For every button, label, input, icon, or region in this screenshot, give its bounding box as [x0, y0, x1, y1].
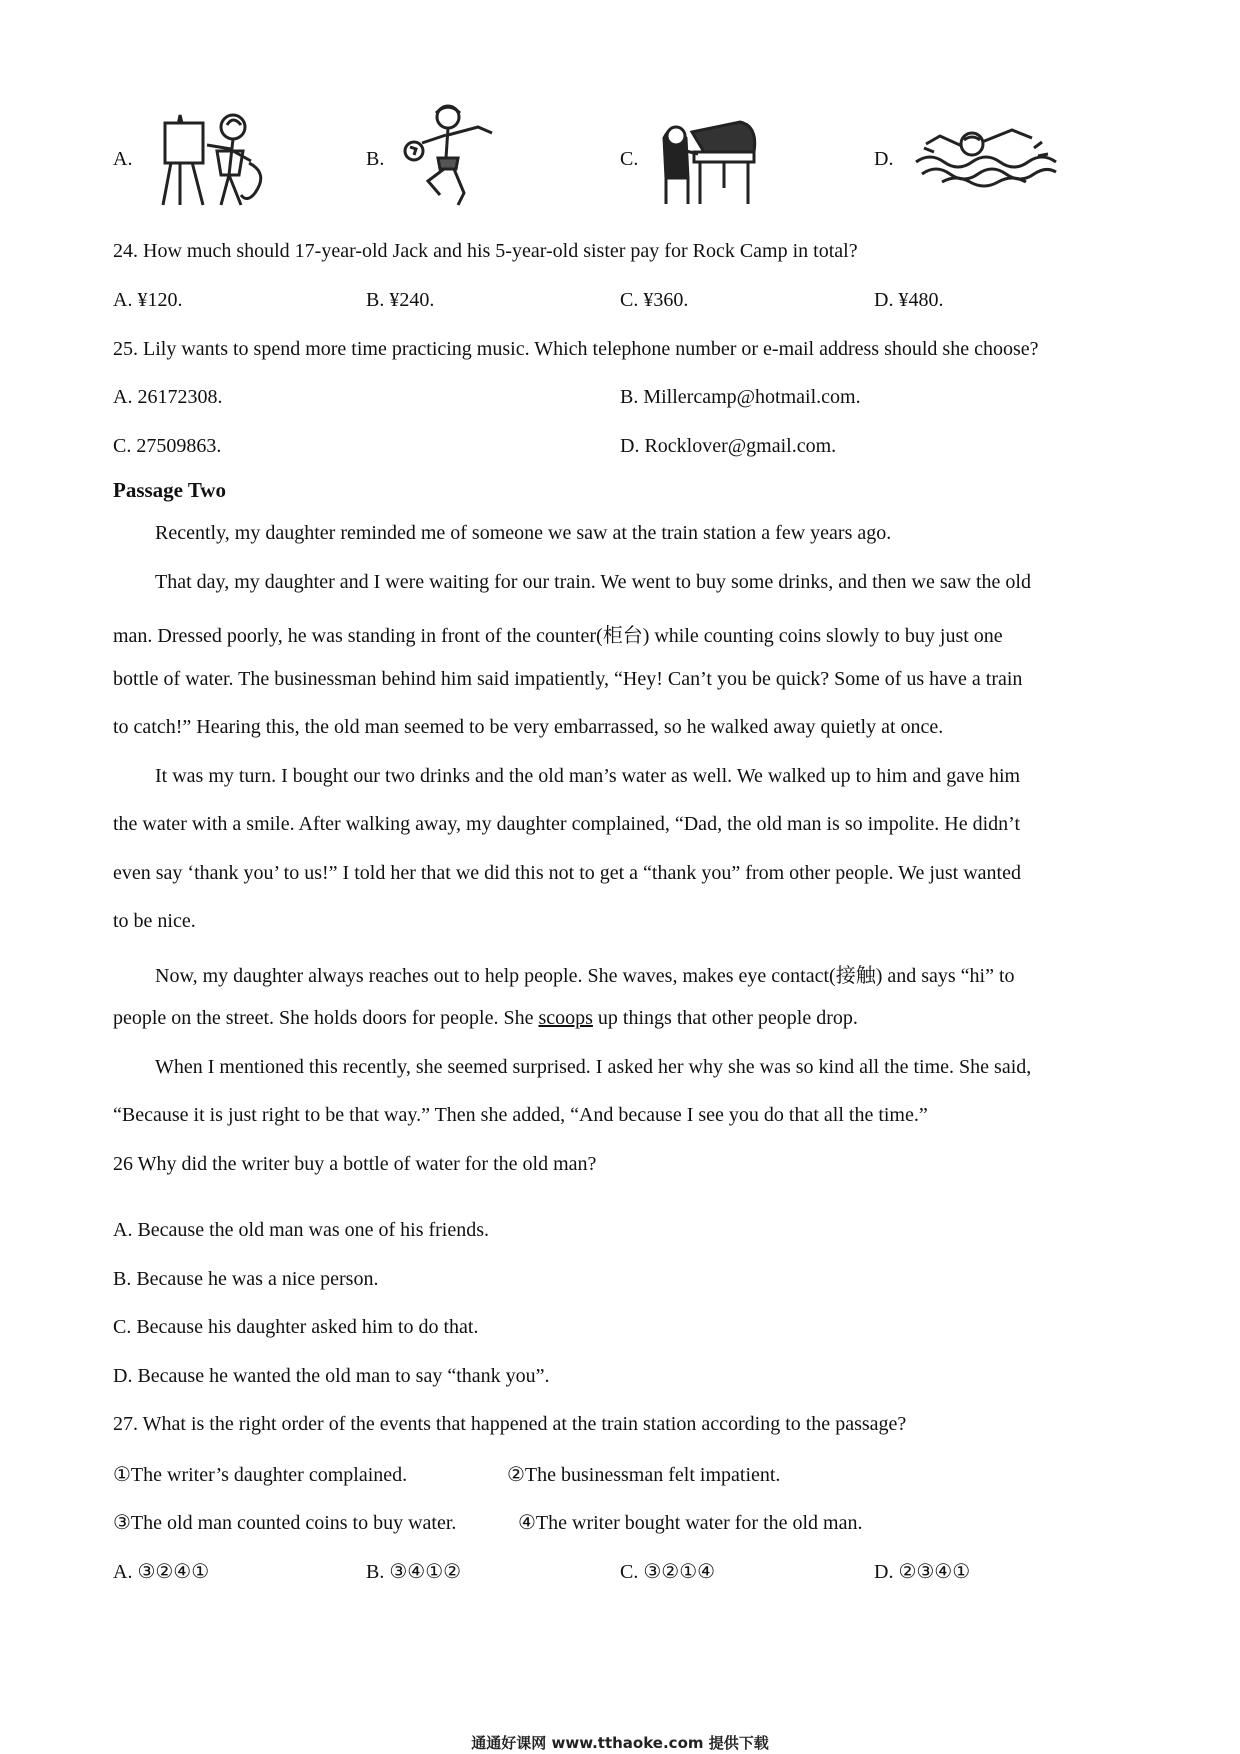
passage-title: Passage Two: [113, 478, 226, 502]
q27-event-3: ③The old man counted coins to buy water.: [113, 1512, 457, 1534]
q23-option-d-label: D.: [874, 148, 894, 170]
soccer-player-icon: [400, 103, 510, 211]
passage-line: Now, my daughter always reaches out to help people. She waves, makes eye contact(接触) and says “hi” to: [155, 965, 1015, 987]
q25-question: 25. Lily wants to spend more time practicing music. Which telephone number or e-mail address should she choose?: [113, 338, 1039, 360]
passage-line: It was my turn. I bought our two drinks and the old man’s water as well. We walked up to him and gave him: [155, 765, 1021, 787]
q24-option-d: D. ¥480.: [874, 289, 944, 311]
passage-line: When I mentioned this recently, she seemed surprised. I asked her why she was so kind all the time. She said,: [155, 1056, 1032, 1078]
q24-option-a: A. ¥120.: [113, 289, 183, 311]
q24-question: 24. How much should 17-year-old Jack and his 5-year-old sister pay for Rock Camp in total?: [113, 240, 858, 262]
q26-question: 26 Why did the writer buy a bottle of water for the old man?: [113, 1153, 597, 1175]
scoops-underlined-word: scoops: [538, 1007, 593, 1029]
q27-event-4: ④The writer bought water for the old man.: [518, 1512, 863, 1534]
passage-line: to be nice.: [113, 910, 196, 932]
q25-option-a: A. 26172308.: [113, 386, 223, 408]
q23-option-c-label: C.: [620, 148, 639, 170]
q24-option-b: B. ¥240.: [366, 289, 435, 311]
passage-line: even say ‘thank you’ to us!” I told her that we did this not to get a “thank you” from other people. We just wanted: [113, 862, 1021, 884]
q27-event-1: ①The writer’s daughter complained.: [113, 1464, 408, 1486]
q27-option-c: C. ③②①④: [620, 1561, 716, 1583]
swimmer-icon: [912, 122, 1062, 192]
q26-option-c: C. Because his daughter asked him to do that.: [113, 1316, 479, 1338]
q25-option-b: B. Millercamp@hotmail.com.: [620, 386, 861, 408]
scoops-line-after: up things that other people drop.: [592, 1007, 858, 1029]
passage-line: Recently, my daughter reminded me of someone we saw at the train station a few years ago.: [155, 522, 892, 544]
q25-option-c: C. 27509863.: [113, 435, 222, 457]
q27-option-d: D. ②③④①: [874, 1561, 971, 1583]
passage-line: man. Dressed poorly, he was standing in front of the counter(柜台) while counting coins slowly to buy just one: [113, 625, 1003, 647]
q27-question: 27. What is the right order of the events that happened at the train station according to the passage?: [113, 1413, 907, 1435]
q25-option-d: D. Rocklover@gmail.com.: [620, 435, 837, 457]
scoops-line-before: people on the street. She holds doors for people. She: [113, 1007, 539, 1029]
q27-option-b: B. ③④①②: [366, 1561, 462, 1583]
page-footer: 通通好课网 www.tthaoke.com 提供下载: [471, 1734, 769, 1752]
passage-line: the water with a smile. After walking away, my daughter complained, “Dad, the old man is so impolite. He didn’t: [113, 813, 1021, 835]
q23-option-a-label: A.: [113, 148, 133, 170]
passage-line: “Because it is just right to be that way.” Then she added, “And because I see you do that all the time.”: [113, 1104, 928, 1126]
q27-option-a: A. ③②④①: [113, 1561, 210, 1583]
passage-line: That day, my daughter and I were waiting for our train. We went to buy some drinks, and then we saw the old: [155, 571, 1031, 593]
q26-option-a: A. Because the old man was one of his friends.: [113, 1219, 490, 1241]
q23-option-b-label: B.: [366, 148, 385, 170]
q24-option-c: C. ¥360.: [620, 289, 689, 311]
passage-line: to catch!” Hearing this, the old man seemed to be very embarrassed, so he walked away quietly at once.: [113, 716, 944, 738]
q26-option-b: B. Because he was a nice person.: [113, 1268, 379, 1290]
q26-option-d: D. Because he wanted the old man to say “thank you”.: [113, 1365, 550, 1387]
painting-easel-icon: [155, 105, 275, 210]
piano-player-icon: [660, 118, 760, 206]
passage-line-scoops: [113, 1007, 858, 1030]
q27-event-2: ②The businessman felt impatient.: [507, 1464, 781, 1486]
passage-line: bottle of water. The businessman behind him said impatiently, “Hey! Can’t you be quick? Some of us have a train: [113, 668, 1023, 690]
